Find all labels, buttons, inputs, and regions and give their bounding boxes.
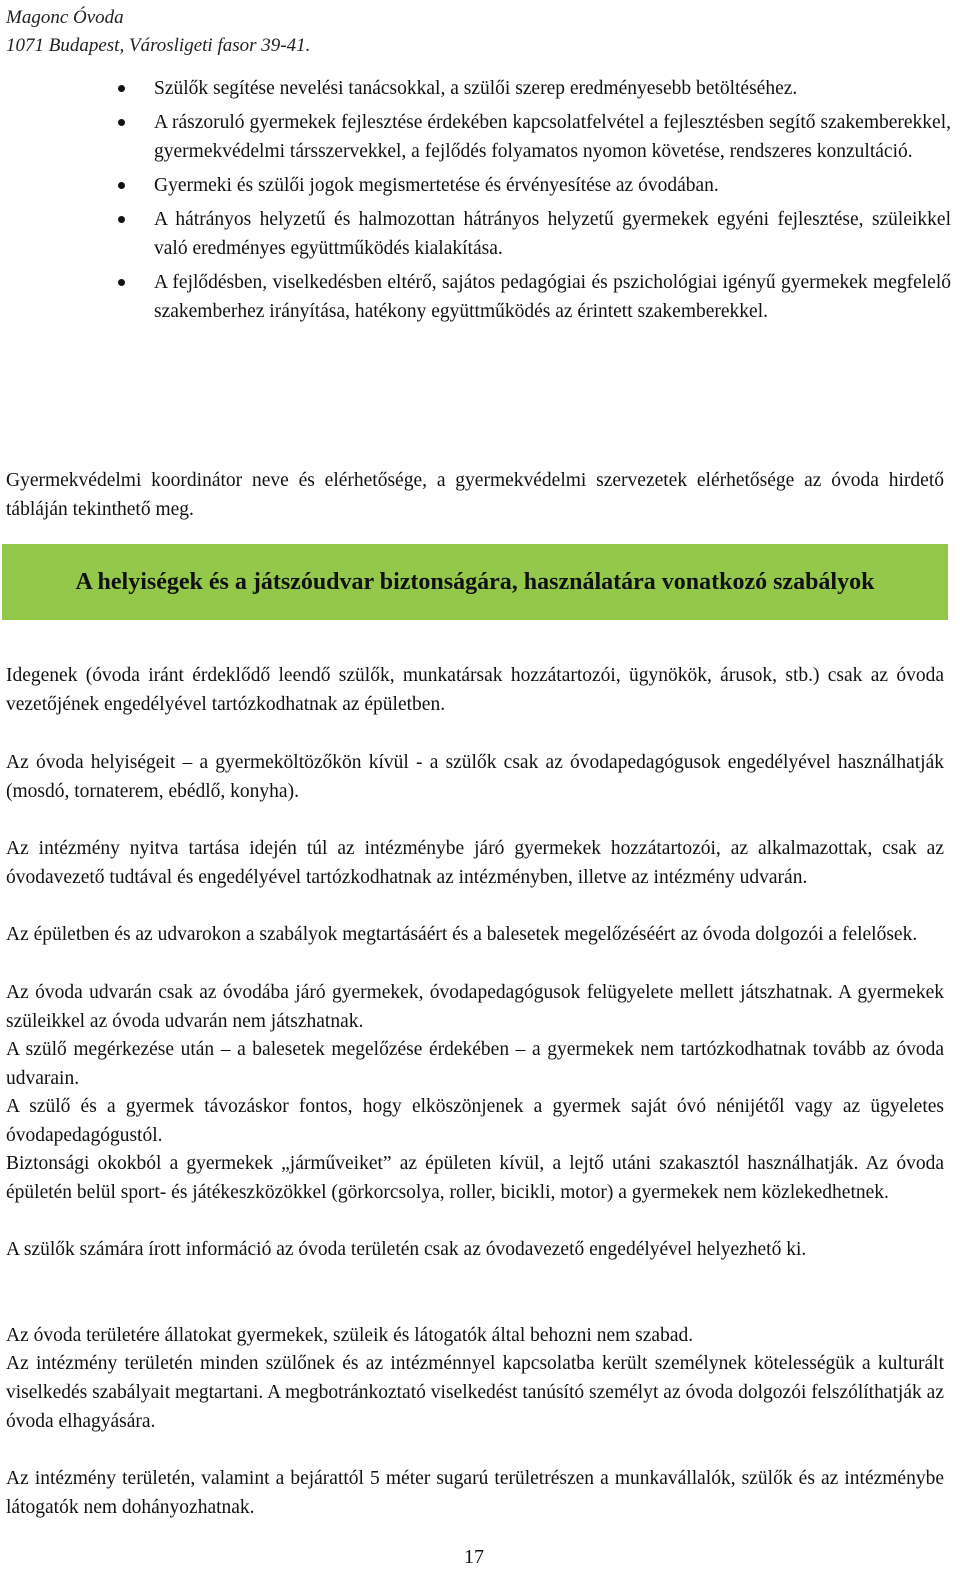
paragraph-yard-play: Az óvoda udvarán csak az óvodába járó gyermekek, óvodapedagógusok felügyelete mellett játszhatnak. A gyermekek szüleikkel az óvoda udvarán nem játszhatnak. (6, 982, 944, 1032)
coordinator-note: Gyermekvédelmi koordinátor neve és elérhetősége, a gyermekvédelmi szervezetek elérhetősége az óvoda hirdető tábláján tekinthető meg. (6, 470, 944, 520)
bullet-text: Szülők segítése nevelési tanácsokkal, a szülői szerep eredményesebb betöltéséhez. (154, 78, 798, 99)
bullet-item (6, 171, 951, 200)
page-header (6, 4, 310, 60)
paragraph-behaviour: Az intézmény területén minden szülőnek és az intézménnyel kapcsolatba került személynek kötelességük a kulturált viselkedés szabályait megtartani. A megbotránkoztató viselkedést tanúsító személyt az óvoda dolgozói felszólíthatják az óvoda elhagyására. (6, 1353, 944, 1432)
paragraph-information: A szülők számára írott információ az óvoda területén csak az óvodavezető engedélyével helyezhető ki. (6, 1239, 807, 1260)
page-number: 17 (464, 1546, 484, 1568)
bullet-text: A fejlődésben, viselkedésben eltérő, sajátos pedagógiai és pszichológiai igényű gyermekek megfelelő szakemberhez irányítása, hatékony együttműködés az érintett szakemberekkel. (154, 272, 951, 322)
header-address: 1071 Budapest, Városligeti fasor 39-41. (6, 35, 311, 56)
paragraph-parent-arrival: A szülő megérkezése után – a balesetek megelőzése érdekében – a gyermekek nem tartózkodhatnak tovább az óvoda udvarain. (6, 1039, 944, 1089)
bullet-text: A rászoruló gyermekek fejlesztése érdekében kapcsolatfelvétel a fejlesztésben segítő szakemberekkel, gyermekvédelmi társszervekkel, a fejlődés folyamatos nyomon követése, rendszeres konzultáció. (154, 112, 951, 162)
section-heading: A helyiségek és a játszóudvar biztonságára, használatára vonatkozó szabályok (75, 568, 875, 595)
paragraph-responsibility: Az épületben és az udvarokon a szabályok megtartásáért és a balesetek megelőzéséért az óvoda dolgozói a felelősek. (6, 924, 918, 945)
bullet-text: A hátrányos helyzetű és halmozottan hátrányos helyzetű gyermekek egyéni fejlesztése, szüleikkel való eredményes együttműködés kialakítása. (154, 209, 951, 259)
paragraph-vehicles: Biztonsági okokból a gyermekek „járműveiket” az épületen kívül, a lejtő utáni szakasztól használhatják. Az óvoda épületén belül sport- és játékeszközökkel (görkorcsolya, roller, bicikli, motor) a gyermekek nem közlekedhetnek. (6, 1153, 944, 1203)
paragraph-animals: Az óvoda területére állatokat gyermekek, szüleik és látogatók által behozni nem szabad. (6, 1325, 694, 1346)
header-org-name: Magonc Óvoda (6, 7, 124, 28)
bullet-item (6, 108, 951, 166)
bullet-dot-icon (118, 182, 125, 189)
bullet-dot-icon (118, 119, 125, 126)
bullet-text: Gyermeki és szülői jogok megismertetése és érvényesítése az óvodában. (154, 175, 719, 196)
bullet-item (6, 205, 951, 263)
section-banner (2, 544, 948, 620)
bullet-dot-icon (118, 216, 125, 223)
paragraph-rooms: Az óvoda helyiségeit – a gyermeköltözőkön kívül - a szülők csak az óvodapedagógusok engedélyével használhatják (mosdó, tornaterem, ebédlő, konyha). (6, 752, 944, 802)
bullet-dot-icon (118, 279, 125, 286)
bullet-dot-icon (118, 85, 125, 92)
bullet-item (6, 268, 951, 326)
paragraph-smoking: Az intézmény területén, valamint a bejárattól 5 méter sugarú területrészen a munkavállalók, szülők és az intézménybe látogatók nem dohányozhatnak. (6, 1468, 944, 1518)
paragraph-opening-hours: Az intézmény nyitva tartása idején túl az intézménybe járó gyermekek hozzátartozói, az alkalmazottak, csak az óvodavezető tudtával és engedélyével tartózkodhatnak az intézményben, illetve az intézmény udvarán. (6, 838, 944, 888)
paragraph-farewell: A szülő és a gyermek távozáskor fontos, hogy elköszönjenek a gyermek saját óvó nénijétől vagy az ügyeletes óvodapedagógustól. (6, 1096, 944, 1146)
paragraph-visitors: Idegenek (óvoda iránt érdeklődő leendő szülők, munkatársak hozzátartozói, ügynökök, árusok, stb.) csak az óvoda vezetőjének engedélyével tartózkodhatnak az épületben. (6, 665, 944, 715)
bullet-item (6, 74, 951, 103)
bullet-list (6, 74, 951, 331)
